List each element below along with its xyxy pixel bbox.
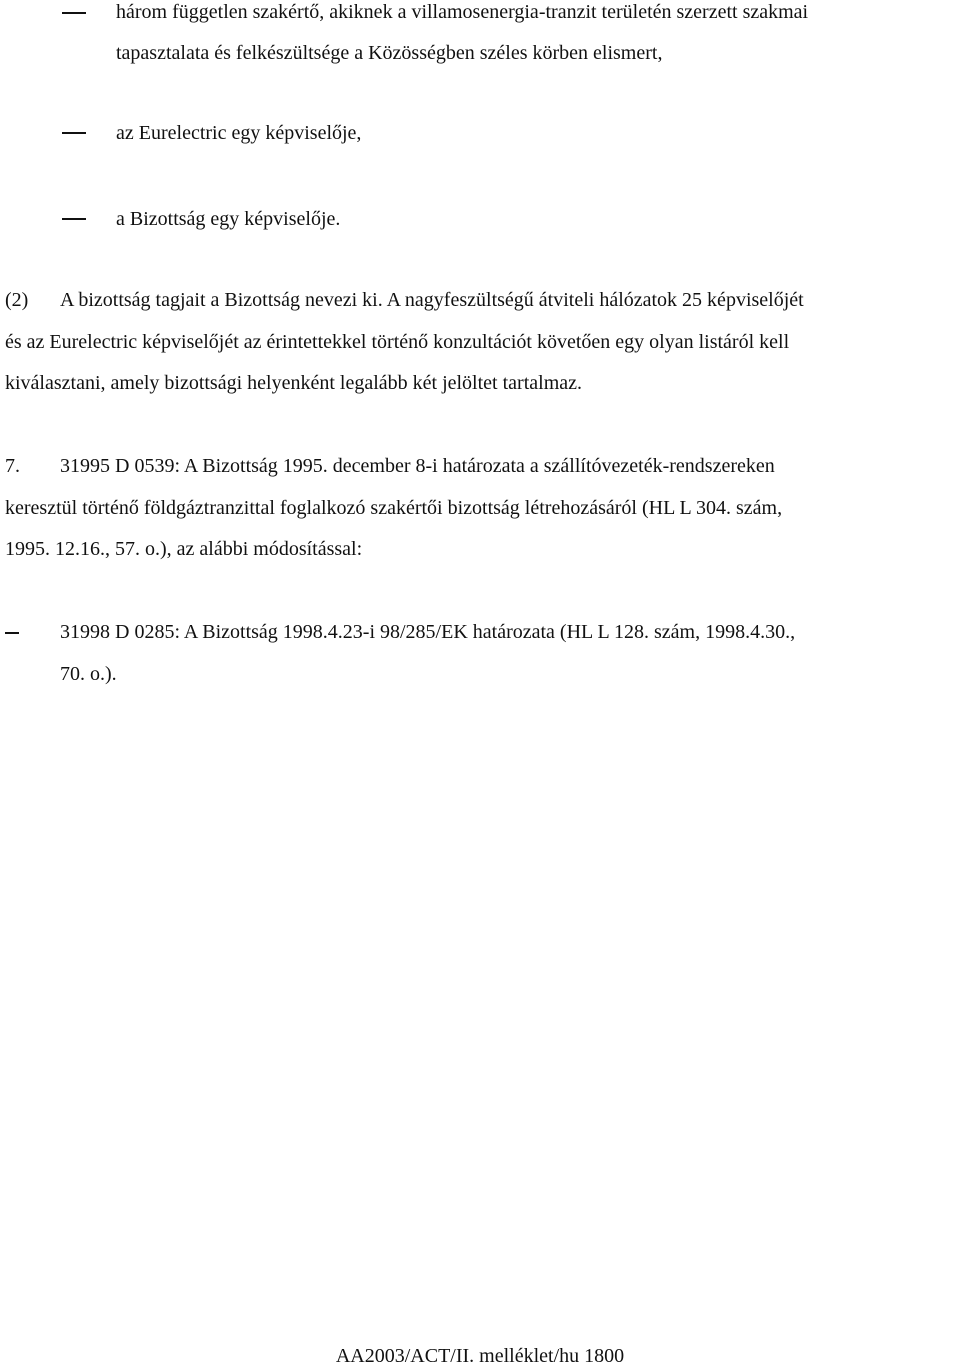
amendment-line-2: 70. o.). [60, 663, 117, 685]
item-7-number: 7. [5, 455, 20, 477]
paragraph-2-number: (2) [5, 289, 29, 311]
bullet-dash [62, 12, 86, 14]
paragraph-2-line-3: kiválasztani, amely bizottsági helyenként legalább két jelöltet tartalmaz. [5, 372, 583, 394]
bullet-item-1-line-2: tapasztalata és felkészültsége a Közösségben széles körben elismert, [116, 42, 663, 64]
paragraph-2-line-2: és az Eurelectric képviselőjét az érintettekkel történő konzultációt követően egy olyan listáról kell [5, 331, 790, 353]
item-7-line-3: 1995. 12.16., 57. o.), az alábbi módosítással: [5, 538, 363, 560]
amendment-dash [5, 632, 19, 634]
bullet-item-1-line-1: három független szakértő, akiknek a villamosenergia-tranzit területén szerzett szakmai [116, 1, 809, 23]
bullet-dash [62, 218, 86, 220]
bullet-dash [62, 132, 86, 134]
item-7-line-2: keresztül történő földgáztranzittal foglalkozó szakértői bizottság létrehozásáról (HL L 304. szám, [5, 497, 783, 519]
page-footer-reference: AA2003/ACT/II. melléklet/hu 1800 [335, 1345, 625, 1367]
item-7-line-1: 31995 D 0539: A Bizottság 1995. december 8-i határozata a szállítóvezeték-rendszereken [60, 455, 775, 477]
bullet-item-2: az Eurelectric egy képviselője, [116, 122, 362, 144]
amendment-line-1: 31998 D 0285: A Bizottság 1998.4.23-i 98/285/EK határozata (HL L 128. szám, 1998.4.30., [60, 621, 796, 643]
bullet-item-3: a Bizottság egy képviselője. [116, 208, 341, 230]
paragraph-2-line-1: A bizottság tagjait a Bizottság nevezi ki. A nagyfeszültségű átviteli hálózatok 25 képviselőjét [60, 289, 804, 311]
